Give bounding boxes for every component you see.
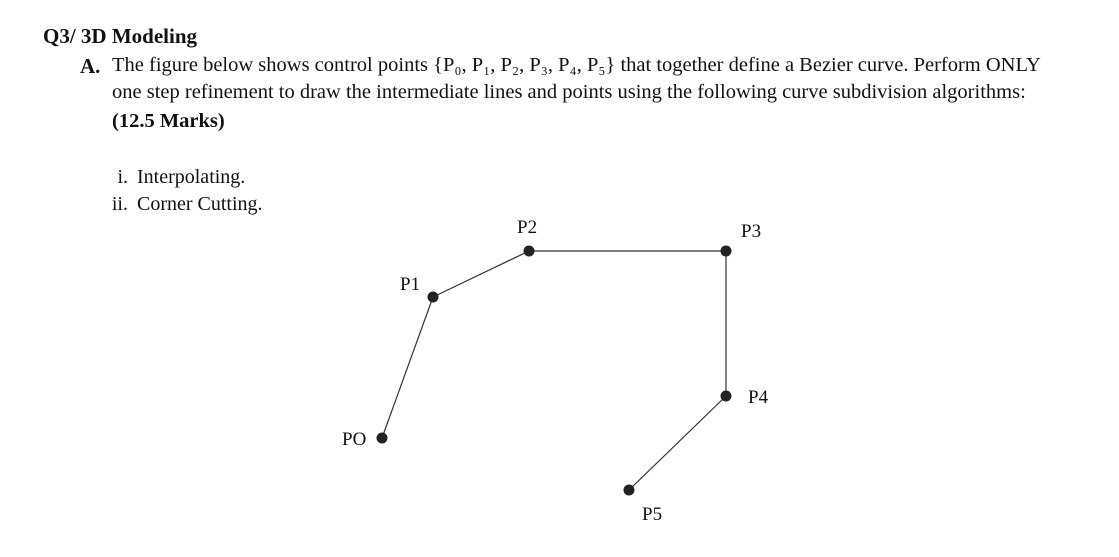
control-point-p2 [524,246,535,257]
control-point-p4 [721,391,732,402]
item-2-number: ii. [111,193,128,215]
item-1-text: Interpolating. [137,166,246,188]
label-p2: P2 [517,217,538,238]
control-point-p1 [428,292,439,303]
control-point-p5 [624,485,635,496]
segment-p1-p2 [433,251,529,297]
label-p3: P3 [741,221,762,242]
label-p1: P1 [400,274,421,295]
control-point-p3 [721,246,732,257]
label-p4: P4 [748,387,769,408]
item-1-number: i. [117,166,128,188]
label-p0: PO [342,429,367,450]
part-a-label: A. [80,54,101,78]
question-title: Q3/ 3D Modeling [43,24,198,48]
marks-label: (12.5 Marks) [112,110,225,132]
item-2-text: Corner Cutting. [137,193,263,215]
label-p5: P5 [642,504,663,525]
segment-p4-p5 [629,396,726,490]
control-point-p0 [377,433,388,444]
part-a-text-line-2: one step refinement to draw the intermediate lines and points using the following curve subdivision algorithms: [112,81,1026,103]
segment-p0-p1 [382,297,433,438]
part-a-text-line-1: The figure below shows control points {P₀, P₁, P₂, P₃, P₄, P₅} that together define a Bezier curve. Perform ONLY [112,54,1041,76]
